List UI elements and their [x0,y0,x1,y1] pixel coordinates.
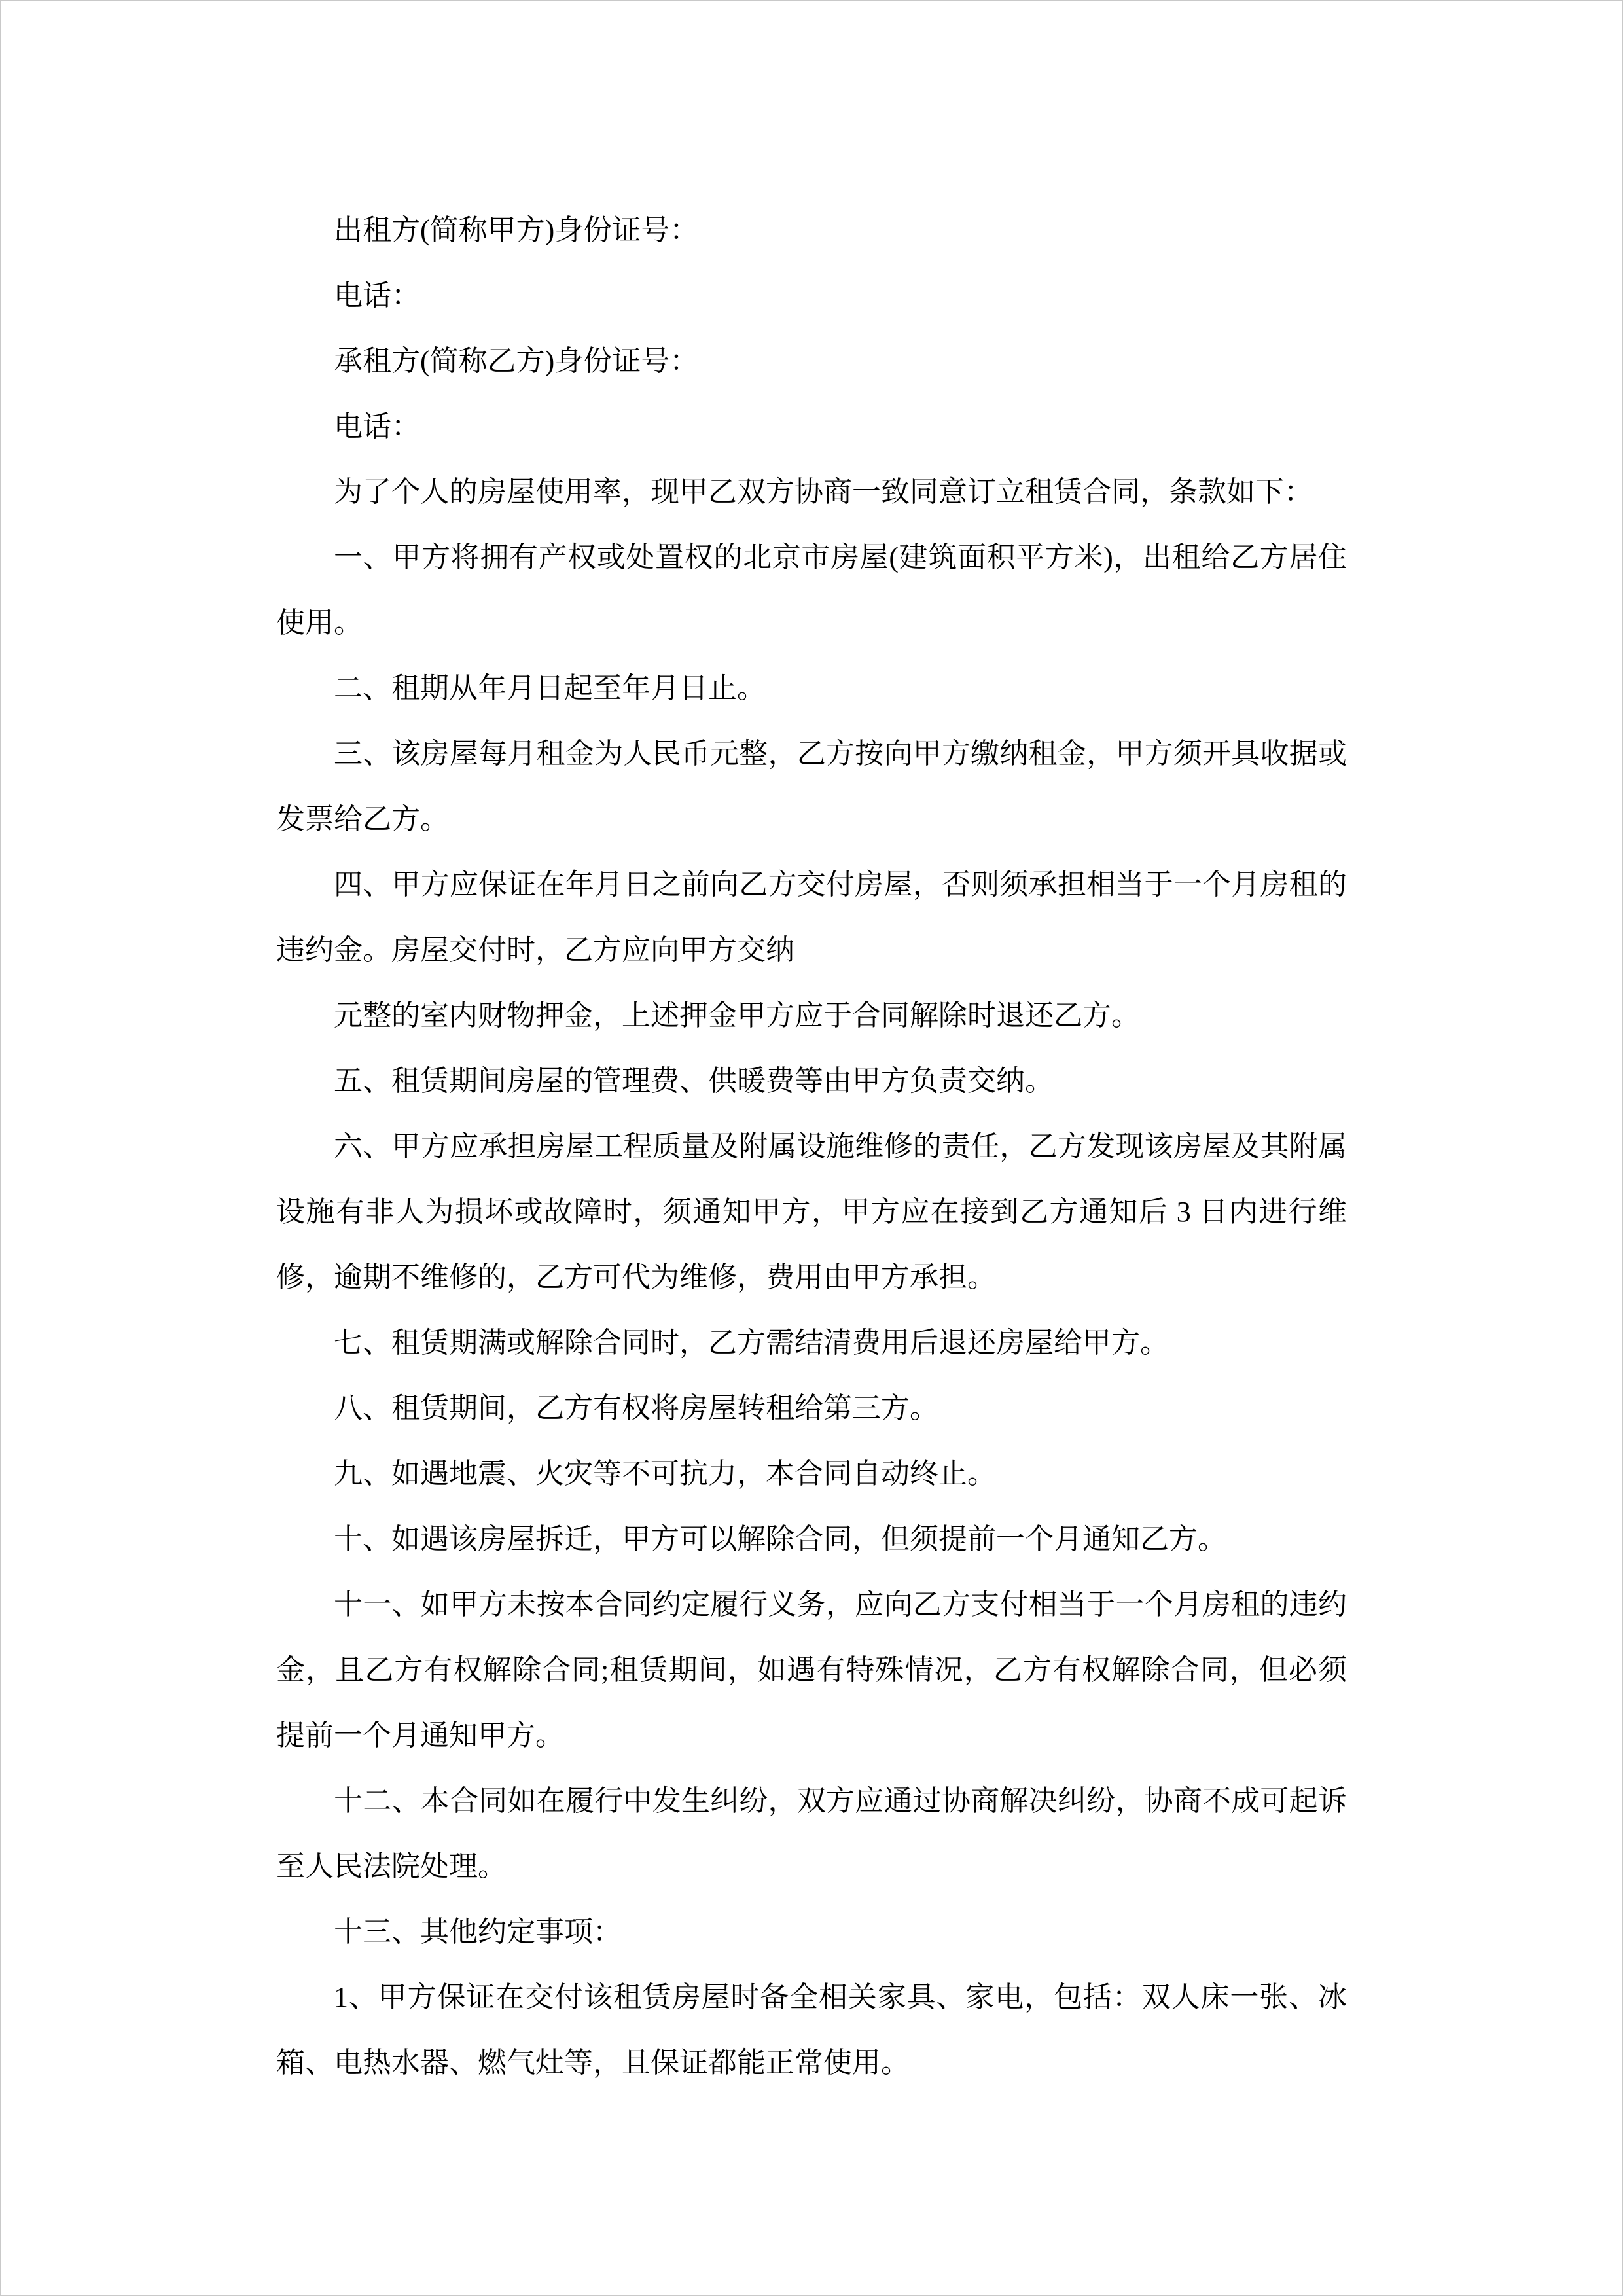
contract-paragraph: 七、租赁期满或解除合同时，乙方需结清费用后退还房屋给甲方。 [334,1327,1169,1359]
document-body [276,198,1347,2096]
contract-paragraph: 电话： [334,410,420,442]
contract-paragraph: 为了个人的房屋使用率，现甲乙双方协商一致同意订立租赁合同，条款如下： [334,476,1313,508]
contract-paragraph: 一、甲方将拥有产权或处置权的北京市房屋(建筑面积平方米)，出租给乙方居住使用。 [276,541,1347,639]
contract-paragraph: 三、该房屋每月租金为人民币元整，乙方按向甲方缴纳租金，甲方须开具收据或发票给乙方。 [276,738,1347,835]
contract-paragraph: 十三、其他约定事项： [334,1916,622,1948]
contract-paragraph: 四、甲方应保证在年月日之前向乙方交付房屋，否则须承担相当于一个月房租的违约金。房屋交付时，乙方应向甲方交纳 [276,869,1347,966]
contract-paragraph: 八、租赁期间，乙方有权将房屋转租给第三方。 [334,1392,938,1424]
contract-paragraph: 电话： [334,279,420,312]
contract-paragraph: 六、甲方应承担房屋工程质量及附属设施维修的责任，乙方发现该房屋及其附属设施有非人为损坏或故障时，须通知甲方，甲方应在接到乙方通知后 3 日内进行维修，逾期不维修的，乙方可代为维修，费用由甲方承担。 [276,1130,1347,1293]
contract-paragraph: 二、租期从年月日起至年月日止。 [334,672,766,704]
contract-paragraph: 1、甲方保证在交付该租赁房屋时备全相关家具、家电，包括：双人床一张、冰箱、电热水器、燃气灶等，且保证都能正常使用。 [276,1981,1347,2079]
contract-paragraph: 十一、如甲方未按本合同约定履行义务，应向乙方支付相当于一个月房租的违约金，且乙方有权解除合同;租赁期间，如遇有特殊情况，乙方有权解除合同，但必须提前一个月通知甲方。 [276,1588,1347,1751]
contract-paragraph: 五、租赁期间房屋的管理费、供暖费等由甲方负责交纳。 [334,1065,1054,1097]
contract-paragraph: 元整的室内财物押金，上述押金甲方应于合同解除时退还乙方。 [334,999,1140,1031]
contract-paragraph: 九、如遇地震、火灾等不可抗力，本合同自动终止。 [334,1458,996,1490]
contract-paragraph: 十、如遇该房屋拆迁，甲方可以解除合同，但须提前一个月通知乙方。 [334,1523,1226,1555]
contract-paragraph: 承租方(简称乙方)身份证号： [334,345,699,377]
contract-paragraph: 出租方(简称甲方)身份证号： [334,214,699,246]
contract-paragraph: 十二、本合同如在履行中发生纠纷，双方应通过协商解决纠纷，协商不成可起诉至人民法院处理。 [276,1785,1347,1882]
